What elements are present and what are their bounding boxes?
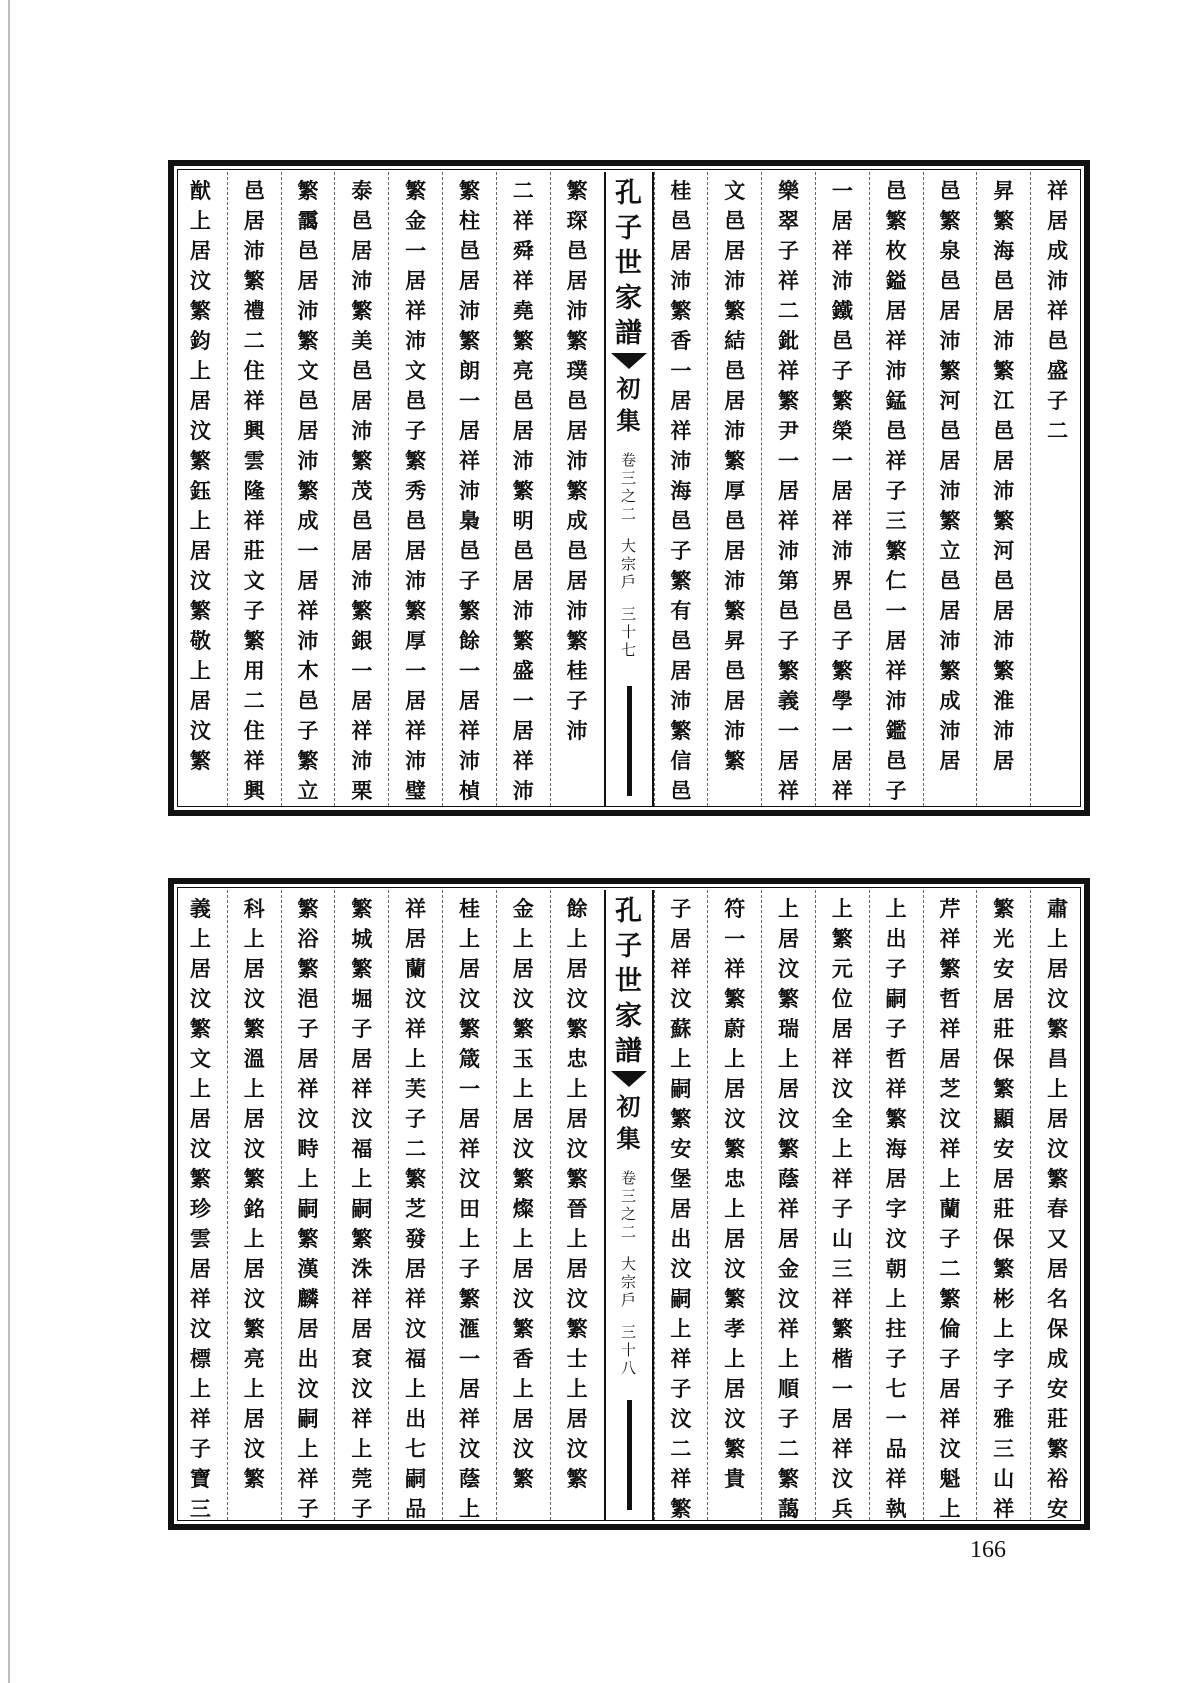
genealogy-page-38 xyxy=(168,878,1090,1530)
column-text: 祥 居 蘭 汶 祥 上 芙 子 二 繁 芝 發 居 祥 汶 福 上 出 七 嗣 品 xyxy=(405,896,427,1520)
collection-label: 初 集 xyxy=(616,374,641,435)
column-text: 子 居 祥 汶 蘇 上 嗣 繁 安 堡 居 出 汶 嗣 上 祥 子 汶 二 祥 繁 xyxy=(670,896,692,1520)
leaf-number: 三 十 八 xyxy=(620,1323,636,1377)
text-column xyxy=(869,172,923,806)
text-column xyxy=(281,172,335,806)
genealogy-page-37 xyxy=(168,160,1090,816)
text-column xyxy=(174,172,227,806)
text-column xyxy=(1030,890,1084,1520)
text-column xyxy=(761,172,815,806)
text-column xyxy=(227,890,281,1520)
column-text: 邑 繁 泉 邑 居 沛 繁 河 邑 居 沛 繁 立 邑 居 沛 繁 成 沛 居 xyxy=(939,178,961,773)
column-text: 上 繁 元 位 居 祥 汶 全 上 祥 子 山 三 祥 繁 楷 一 居 祥 汶 兵 xyxy=(831,896,853,1520)
text-column xyxy=(496,172,550,806)
column-text: 一 居 祥 沛 鐵 邑 子 繁 榮 一 居 祥 沛 界 邑 子 繁 學 一 居 祥 xyxy=(831,178,853,803)
column-text: 邑 繁 枚 鎰 居 祥 沛 錳 邑 祥 子 三 繁 仁 一 居 祥 沛 鑑 邑 子 xyxy=(885,178,907,803)
column-text: 繁 靄 邑 居 沛 繁 文 邑 居 沛 繁 成 一 居 祥 沛 木 邑 子 繁 立 xyxy=(297,178,319,803)
text-column xyxy=(334,890,388,1520)
column-text: 猷 上 居 汶 繁 鈞 上 居 汶 繁 鈺 上 居 汶 繁 敬 上 居 汶 繁 xyxy=(189,178,211,773)
lineage-label: 大 宗 戶 xyxy=(620,1255,636,1309)
scan-edge-line xyxy=(8,0,10,1683)
text-column xyxy=(174,890,227,1520)
lineage-label: 大 宗 戶 xyxy=(620,537,636,591)
fishtail-marker-icon xyxy=(611,1071,647,1087)
text-column xyxy=(654,890,708,1520)
fishtail-marker-icon xyxy=(611,353,647,369)
text-column xyxy=(334,172,388,806)
text-column xyxy=(496,890,550,1520)
column-text: 繁 光 安 居 莊 保 繁 顯 安 居 莊 保 繁 彬 上 字 子 雅 三 山 祥 xyxy=(993,896,1015,1520)
text-column xyxy=(923,172,977,806)
text-column xyxy=(281,890,335,1520)
text-column xyxy=(550,890,604,1520)
book-title: 孔 子 世 家 譜 xyxy=(615,178,642,349)
column-text: 繁 浴 繁 浥 子 居 祥 汶 畤 上 嗣 繁 漢 麟 居 出 汶 嗣 上 祥 子 xyxy=(297,896,319,1520)
column-text: 金 上 居 汶 繁 玉 上 居 汶 繁 燦 上 居 汶 繁 香 上 居 汶 繁 xyxy=(512,896,534,1491)
page-number: 166 xyxy=(970,1537,1006,1563)
column-text: 祥 居 成 沛 祥 邑 盛 子 二 xyxy=(1047,178,1069,443)
column-text: 桂 上 居 汶 繁 箴 一 居 祥 汶 田 上 子 繁 滙 一 居 祥 汶 蔭 上 xyxy=(458,896,480,1520)
column-text: 繁 柱 邑 居 沛 繁 朗 一 居 祥 沛 梟 邑 子 繁 餘 一 居 祥 沛 楨 xyxy=(458,178,480,803)
leaf-number: 三 十 七 xyxy=(620,605,636,659)
text-column xyxy=(442,172,496,806)
column-text: 文 邑 居 沛 繁 結 邑 居 沛 繁 厚 邑 居 沛 繁 昇 邑 居 沛 繁 xyxy=(724,178,746,773)
text-column xyxy=(227,172,281,806)
column-text: 繁 琛 邑 居 沛 繁 璞 邑 居 沛 繁 成 邑 居 沛 繁 桂 子 沛 xyxy=(566,178,588,743)
column-text: 科 上 居 汶 繁 溫 上 居 汶 繁 銘 上 居 汶 繁 亮 上 居 汶 繁 xyxy=(243,896,265,1491)
column-text: 符 一 祥 繁 蔚 上 居 汶 繁 忠 上 居 汶 繁 孝 上 居 汶 繁 貴 xyxy=(724,896,746,1491)
book-title: 孔 子 世 家 譜 xyxy=(615,896,642,1067)
column-text: 肅 上 居 汶 繁 昌 上 居 汶 繁 春 又 居 名 保 成 安 莊 繁 裕 安 xyxy=(1047,896,1069,1520)
text-column xyxy=(976,172,1030,806)
text-column xyxy=(707,172,761,806)
text-column xyxy=(815,890,869,1520)
text-column xyxy=(815,172,869,806)
column-text: 芹 祥 繁 哲 祥 居 芝 汶 祥 上 蘭 子 二 繁 倫 子 居 祥 汶 魁 上 xyxy=(939,896,961,1520)
column-text: 桂 邑 居 沛 繁 香 一 居 祥 沛 海 邑 子 繁 有 邑 居 沛 繁 信 邑 xyxy=(670,178,692,803)
column-text: 義 上 居 汶 繁 文 上 居 汶 繁 珍 雲 居 祥 汶 標 上 祥 子 寶 三 xyxy=(189,896,211,1520)
text-column xyxy=(976,890,1030,1520)
column-text: 邑 居 沛 繁 禮 二 住 祥 興 雲 隆 祥 莊 文 子 繁 用 二 住 祥 興 xyxy=(243,178,265,803)
column-text: 繁 城 繁 堀 子 居 祥 汶 福 上 嗣 繁 洙 祥 居 袞 汶 祥 上 莞 子 xyxy=(351,896,373,1520)
center-spine xyxy=(604,172,654,806)
column-text: 上 出 子 嗣 子 哲 祥 繁 海 居 字 汶 朝 上 拄 子 七 一 品 祥 執 xyxy=(885,896,907,1520)
column-text: 泰 邑 居 沛 繁 美 邑 居 沛 繁 茂 邑 居 沛 繁 銀 一 居 祥 沛 栗 xyxy=(351,178,373,803)
text-column xyxy=(761,890,815,1520)
spine-rule xyxy=(627,1400,632,1510)
column-text: 上 居 汶 繁 瑞 上 居 汶 繁 蔭 祥 居 金 汶 祥 上 順 子 二 繁 藹 xyxy=(778,896,800,1520)
volume-label: 卷 三 之 二 xyxy=(620,451,636,523)
column-text: 餘 上 居 汶 繁 忠 上 居 汶 繁 晉 上 居 汶 繁 士 上 居 汶 繁 xyxy=(566,896,588,1491)
text-column xyxy=(550,172,604,806)
text-column xyxy=(442,890,496,1520)
column-text: 二 祥 舜 祥 堯 繁 亮 邑 居 沛 繁 明 邑 居 沛 繁 盛 一 居 祥 沛 xyxy=(512,178,534,803)
column-grid xyxy=(174,172,1084,806)
text-column xyxy=(654,172,708,806)
text-column xyxy=(923,890,977,1520)
column-text: 樂 翠 子 祥 二 鈚 祥 繁 尹 一 居 祥 沛 第 邑 子 繁 義 一 居 祥 xyxy=(778,178,800,803)
collection-label: 初 集 xyxy=(616,1092,641,1153)
text-column xyxy=(707,890,761,1520)
column-text: 繁 金 一 居 祥 沛 文 邑 子 繁 秀 邑 居 沛 繁 厚 一 居 祥 沛 璧 xyxy=(405,178,427,803)
volume-label: 卷 三 之 二 xyxy=(620,1169,636,1241)
spine-rule xyxy=(627,686,632,796)
column-grid xyxy=(174,890,1084,1520)
text-column xyxy=(869,890,923,1520)
column-text: 昇 繁 海 邑 居 沛 繁 江 邑 居 沛 繁 河 邑 居 沛 繁 淮 沛 居 xyxy=(993,178,1015,773)
center-spine xyxy=(604,890,654,1520)
text-column xyxy=(388,890,442,1520)
text-column xyxy=(1030,172,1084,806)
text-column xyxy=(388,172,442,806)
